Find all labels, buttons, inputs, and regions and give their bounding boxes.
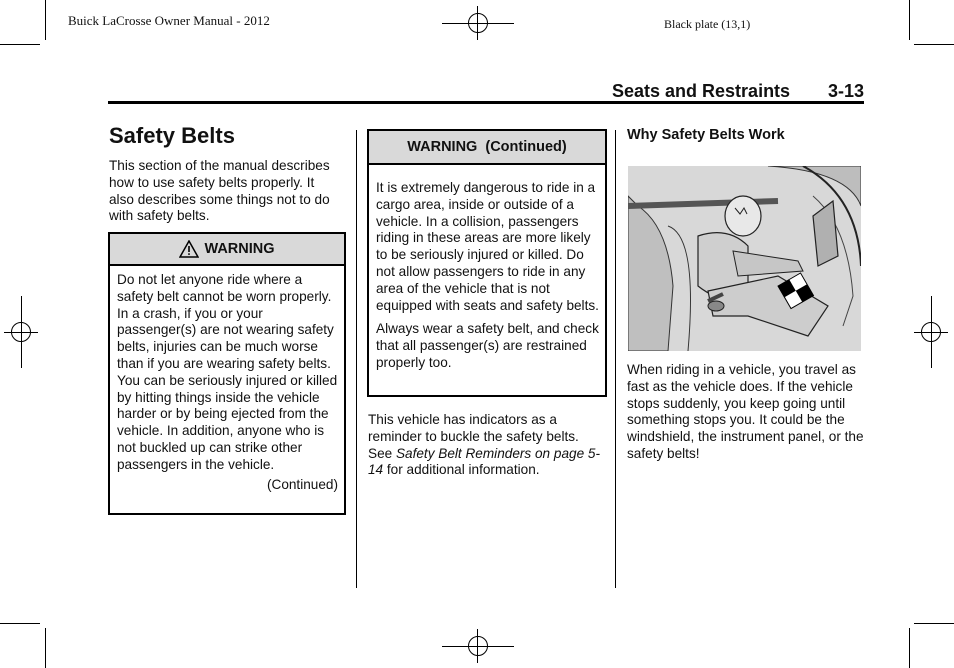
registration-mark-icon — [4, 296, 38, 368]
reminder-text-end: for additional information. — [383, 462, 540, 478]
warning-box — [108, 232, 346, 515]
crop-mark — [914, 623, 954, 624]
crop-mark — [914, 44, 954, 45]
plate-right-label: Black plate (13,1) — [664, 17, 751, 31]
section-title: Seats and Restraints — [612, 81, 791, 101]
warning-title: WARNING — [204, 241, 275, 257]
warning-continued-title: WARNING (Continued) — [407, 139, 567, 155]
subsection-heading: Why Safety Belts Work — [627, 127, 785, 143]
warning-continued-box — [367, 129, 607, 397]
registration-mark-icon — [914, 296, 948, 368]
column-divider — [356, 130, 357, 588]
header-rule — [108, 101, 864, 104]
registration-mark-icon — [442, 6, 514, 40]
crop-mark — [45, 0, 46, 40]
warning-body — [110, 266, 344, 493]
explanation-paragraph: When riding in a vehicle, you travel as fast as the vehicle does. If the vehicle stops suddenly, you keep going until something stops you. It could be the windshield, the instrument panel, or the safety belts! — [627, 362, 864, 461]
warning-continued-body — [369, 165, 605, 372]
warning-header — [110, 234, 344, 266]
column-divider — [615, 130, 616, 588]
warning-paragraph: It is extremely dangerous to ride in a cargo area, inside or outside of a vehicle. In a collision, passengers riding in these areas are more likely to be seriously injured or killed. Do not allow passengers to ride in any area of the vehicle that is not equipped with seats and safety belts. — [376, 180, 599, 313]
crop-mark — [909, 628, 910, 668]
running-header — [612, 81, 864, 103]
crop-mark — [909, 0, 910, 40]
warning-continued-header — [369, 131, 605, 165]
warning-triangle-icon — [179, 240, 199, 258]
intro-paragraph: This section of the manual describes how to use safety belts properly. It also describes some things not to do with safety belts. — [109, 158, 330, 224]
crop-mark — [0, 623, 40, 624]
warning-text: Do not let anyone ride where a safety belt cannot be worn properly. In a crash, if you or your passenger(s) are not wearing safety belts, injuries can be much worse than if you are wearing safety belts. You can be seriously injured or killed by hitting things inside the vehicle harder or by being ejected from the vehicle. In addition, anyone who is not buckled up can strike other passengers in the vehicle. — [117, 272, 338, 472]
page-title: Safety Belts — [109, 123, 235, 148]
plate-left-label: Buick LaCrosse Owner Manual - 2012 — [68, 13, 270, 28]
cross-reference-link[interactable]: Safety Belt Reminders on page 5-14 — [368, 445, 600, 478]
reminder-text: This vehicle has indicators as a reminder to buckle the safety belts. See — [368, 412, 579, 461]
page-number: 3-13 — [827, 81, 864, 101]
registration-mark-icon — [442, 629, 514, 663]
continued-label: (Continued) — [266, 476, 338, 492]
warning-paragraph: Always wear a safety belt, and check that all passenger(s) are restrained properly too. — [376, 321, 599, 370]
crash-test-illustration-icon — [628, 166, 861, 351]
reminder-paragraph — [368, 412, 606, 479]
crop-mark — [45, 628, 46, 668]
crop-mark — [0, 44, 40, 45]
